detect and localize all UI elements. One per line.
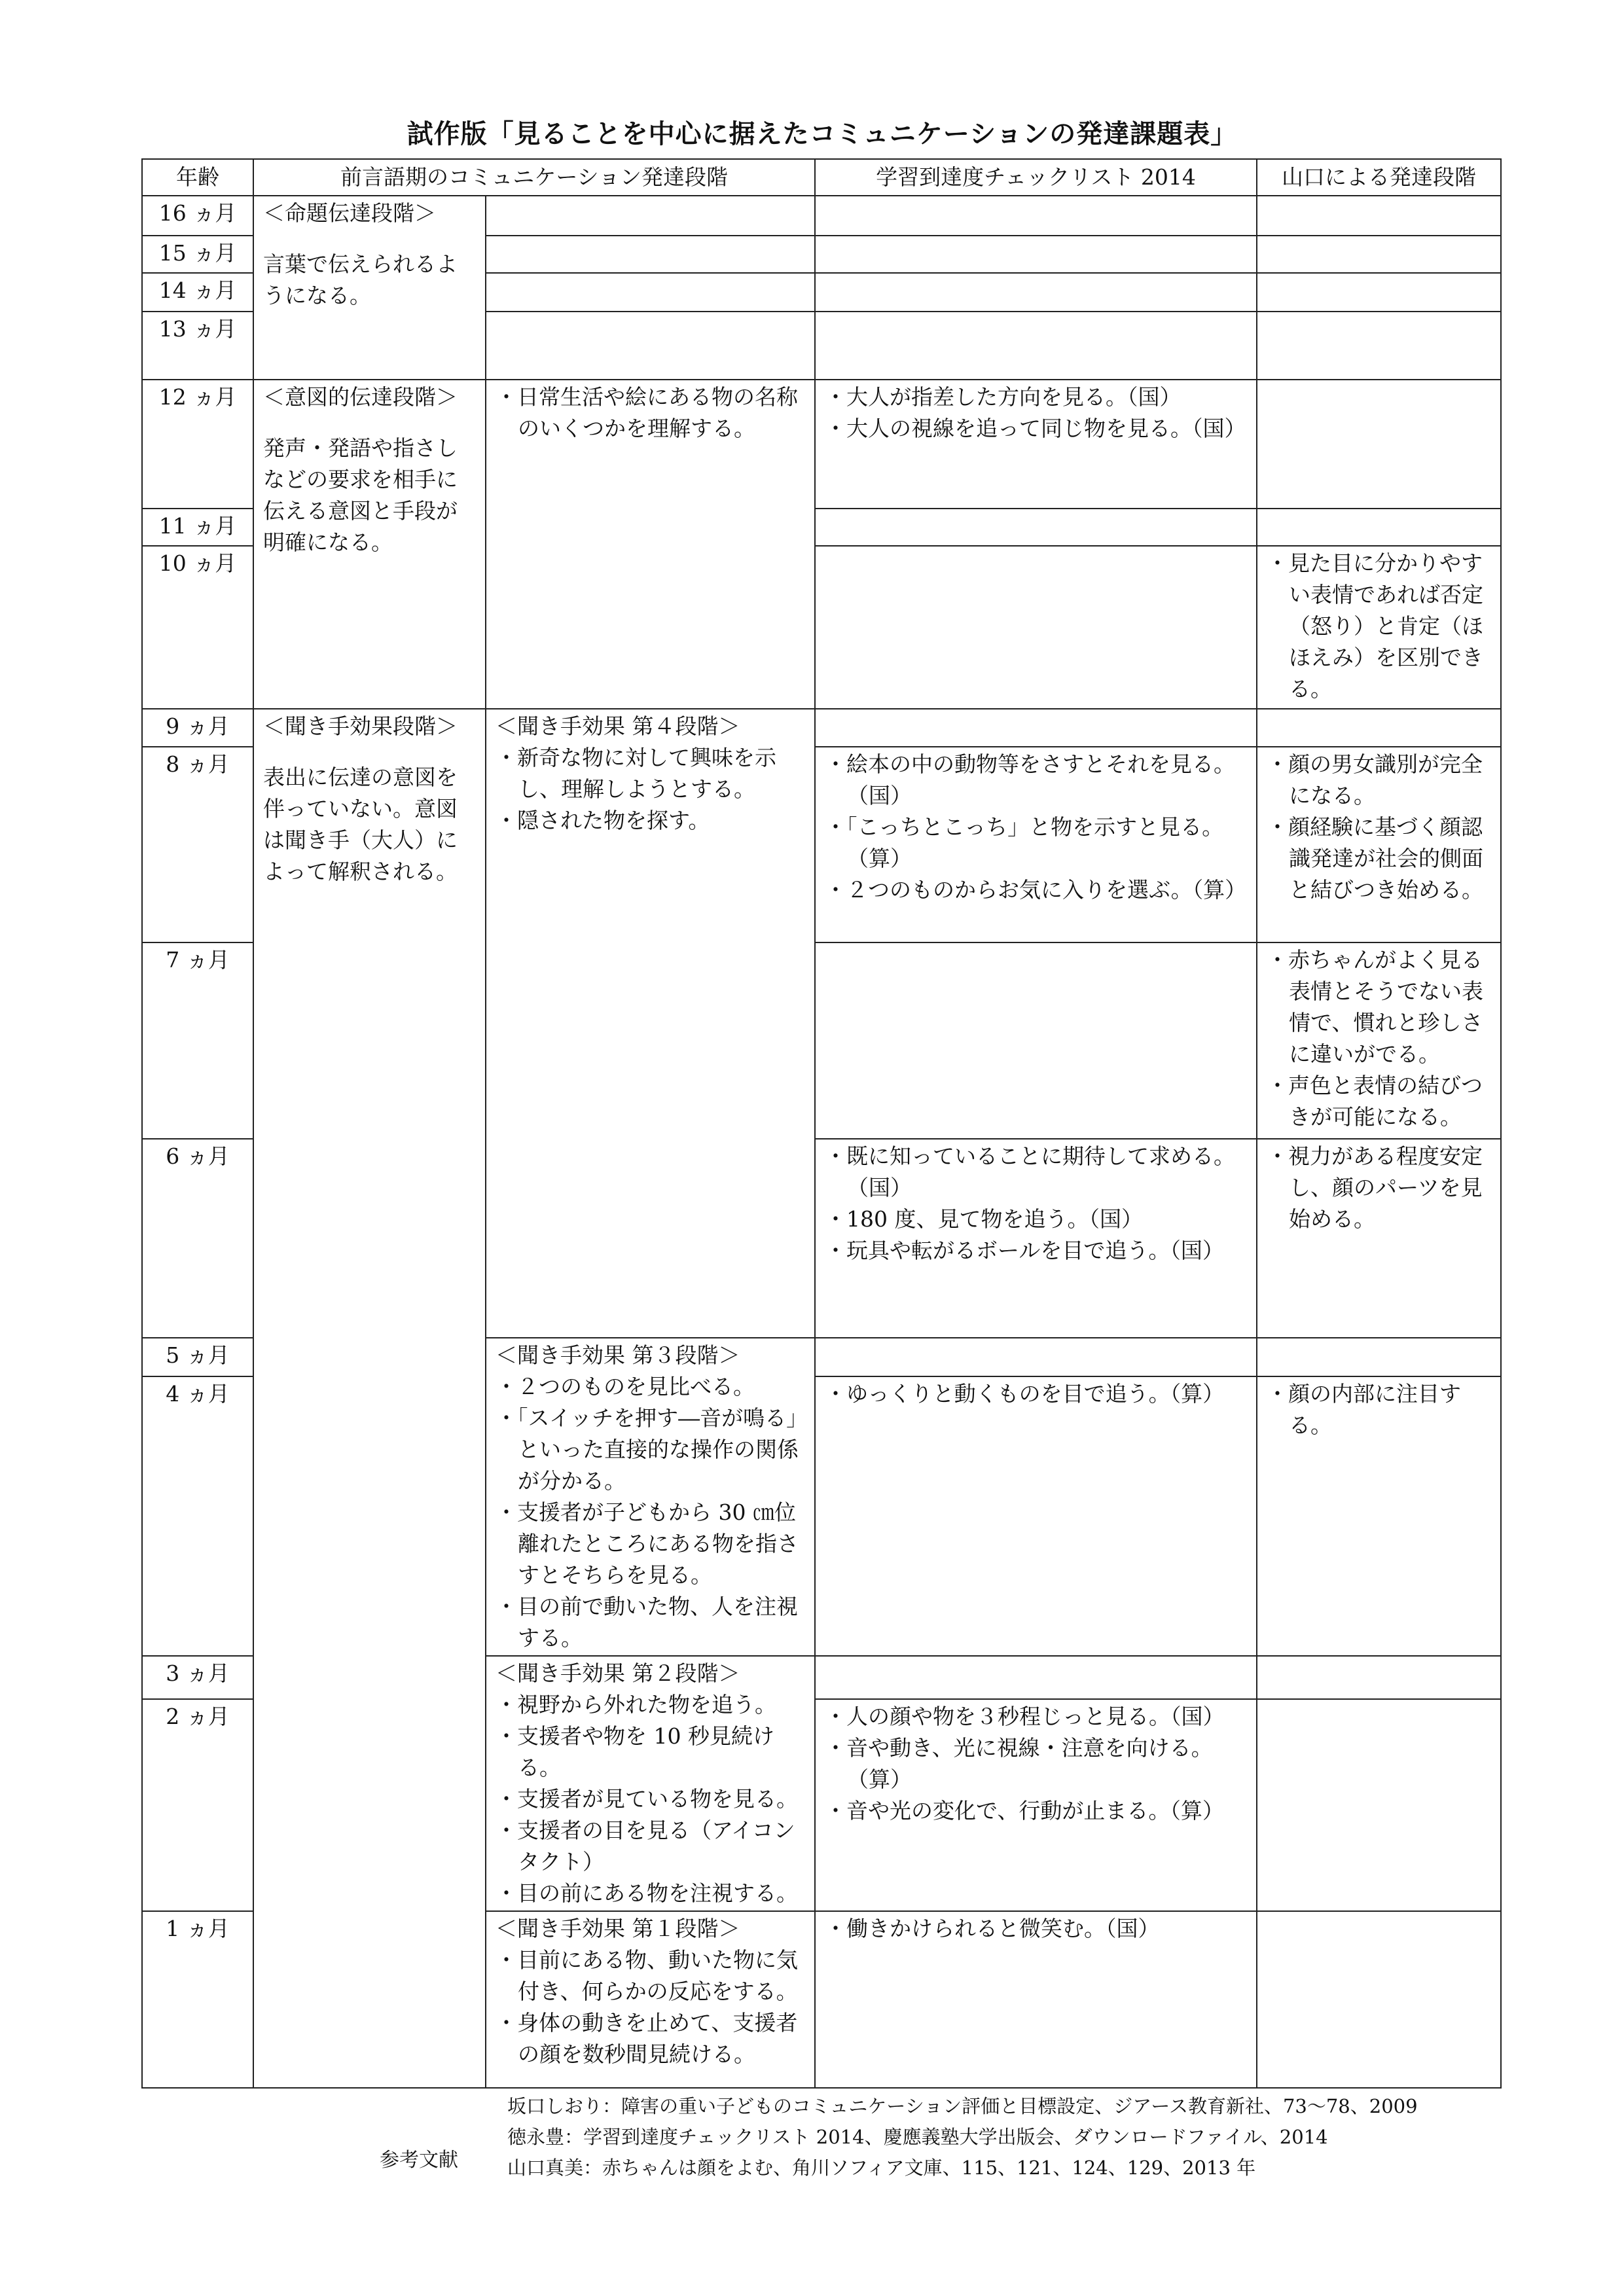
stage-body: 発声・発語や指さしなどの要求を相手に伝える意図と手段が明確になる。 bbox=[263, 435, 458, 555]
header-row bbox=[142, 159, 1501, 196]
age-cell: 1 ヵ月 bbox=[142, 1911, 253, 2088]
stage-propositional-cell bbox=[253, 196, 486, 380]
age-cell: 2 ヵ月 bbox=[142, 1699, 253, 1911]
list-item: ・顔の内部に注目する。 bbox=[1267, 1380, 1461, 1438]
col3-8-cell bbox=[815, 747, 1257, 942]
page-title: 試作版「見ることを中心に据えたコミュニケーションの発達課題表」 bbox=[406, 119, 1238, 149]
col4-7-cell bbox=[1257, 942, 1501, 1139]
list-item: ・身体の動きを止めて、支援者の顔を数秒間見続ける。 bbox=[496, 2010, 798, 2067]
list-item: ・ゆっくりと動くものを目で追う。（算） bbox=[825, 1380, 1225, 1407]
empty-cell bbox=[1257, 273, 1501, 312]
empty-cell bbox=[1257, 1911, 1501, 2088]
col2-stage1-cell bbox=[486, 1911, 815, 2088]
list-item: ・「スイッチを押す―音が鳴る」といった直接的な操作の関係が分かる。 bbox=[496, 1405, 799, 1494]
list-item: ・音や光の変化で、行動が止まる。（算） bbox=[825, 1797, 1224, 1823]
stage-title: ＜聞き手効果 第３段階＞ bbox=[496, 1342, 740, 1368]
empty-cell bbox=[1257, 196, 1501, 236]
list-item: ・既に知っていることに期待して求める。（国） bbox=[825, 1143, 1235, 1200]
empty-cell bbox=[486, 273, 815, 312]
stage-title: ＜命題伝達段階＞ bbox=[263, 200, 436, 226]
stage-body: 言葉で伝えられるようになる。 bbox=[263, 251, 458, 308]
stage-body: 表出に伝達の意図を伴っていない。意図は聞き手（大人）によって解釈される。 bbox=[263, 764, 458, 884]
col3-12-cell bbox=[815, 380, 1257, 509]
stage-title: ＜意図的伝達段階＞ bbox=[263, 384, 458, 410]
empty-cell bbox=[815, 546, 1257, 709]
list-item: ・視野から外れた物を追う。 bbox=[496, 1692, 776, 1717]
age-cell: 8 ヵ月 bbox=[142, 747, 253, 942]
list-item: ・顔の男女識別が完全になる。 bbox=[1267, 751, 1483, 808]
col2-12-cell bbox=[486, 380, 815, 709]
development-table bbox=[141, 158, 1502, 2089]
table-row bbox=[142, 709, 1501, 747]
empty-cell bbox=[815, 1656, 1257, 1699]
age-cell: 13 ヵ月 bbox=[142, 312, 253, 380]
empty-cell bbox=[1257, 1656, 1501, 1699]
list-item: ・視力がある程度安定し、顔のパーツを見始める。 bbox=[1267, 1143, 1483, 1232]
empty-cell bbox=[1257, 509, 1501, 546]
empty-cell bbox=[815, 1338, 1257, 1376]
stage-title: ＜聞き手効果 第２段階＞ bbox=[496, 1660, 740, 1686]
stage-title: ＜聞き手効果 第４段階＞ bbox=[496, 713, 740, 739]
empty-cell bbox=[815, 236, 1257, 273]
list-item: ・顔経験に基づく顔認識発達が社会的側面と結びつき始める。 bbox=[1267, 814, 1483, 903]
age-cell: 10 ヵ月 bbox=[142, 546, 253, 709]
empty-cell bbox=[815, 709, 1257, 747]
list-item: ・人の顔や物を３秒程じっと見る。（国） bbox=[825, 1703, 1225, 1729]
empty-cell bbox=[815, 942, 1257, 1139]
list-item: ・２つのものを見比べる。 bbox=[496, 1374, 755, 1399]
table-row bbox=[142, 380, 1501, 509]
col3-1-cell bbox=[815, 1911, 1257, 2088]
list-item: ・大人の視線を追って同じ物を見る。（国） bbox=[825, 416, 1246, 441]
col3-6-cell bbox=[815, 1139, 1257, 1338]
stage-intentional-cell bbox=[253, 380, 486, 709]
references-list bbox=[507, 2091, 1418, 2183]
empty-cell bbox=[486, 196, 815, 236]
empty-cell bbox=[1257, 1338, 1501, 1376]
header-checklist: 学習到達度チェックリスト 2014 bbox=[815, 159, 1257, 196]
reference-item: 山口真美：赤ちゃんは顔をよむ、角川ソフィア文庫、115、121、124、129、2013 年 bbox=[507, 2157, 1256, 2179]
list-item: ・声色と表情の結びつきが可能になる。 bbox=[1267, 1073, 1483, 1130]
empty-cell bbox=[815, 509, 1257, 546]
list-item: ・支援者が子どもから 30 ㎝位離れたところにある物を指さすとそちらを見る。 bbox=[496, 1499, 799, 1588]
empty-cell bbox=[815, 312, 1257, 380]
age-cell: 12 ヵ月 bbox=[142, 380, 253, 509]
list-item: ・目の前で動いた物、人を注視する。 bbox=[496, 1594, 798, 1651]
stage-perlocutionary-cell bbox=[253, 709, 486, 2088]
list-item: ・隠された物を探す。 bbox=[496, 808, 710, 833]
age-cell: 11 ヵ月 bbox=[142, 509, 253, 546]
col3-2-cell bbox=[815, 1699, 1257, 1911]
stage-title: ＜聞き手効果 第１段階＞ bbox=[496, 1916, 740, 1941]
col4-10-cell bbox=[1257, 546, 1501, 709]
empty-cell bbox=[1257, 709, 1501, 747]
list-item: ・音や動き、光に視線・注意を向ける。（算） bbox=[825, 1734, 1213, 1792]
col2-stage3-cell bbox=[486, 1338, 815, 1656]
list-item: ・支援者が見ている物を見る。 bbox=[496, 1786, 798, 1812]
list-item: ・支援者の目を見る（アイコンタクト） bbox=[496, 1818, 795, 1874]
age-cell: 3 ヵ月 bbox=[142, 1656, 253, 1699]
reference-item: 坂口しおり：障害の重い子どものコミュニケーション評価と目標設定、ジアース教育新社、73～78、2009 bbox=[507, 2095, 1418, 2117]
empty-cell bbox=[1257, 312, 1501, 380]
list-item: ・働きかけられると微笑む。（国） bbox=[825, 1916, 1160, 1941]
empty-cell bbox=[486, 312, 815, 380]
empty-cell bbox=[486, 236, 815, 273]
list-item: ・「こっちとこっち」と物を示すと見る。（算） bbox=[825, 814, 1224, 871]
age-cell: 9 ヵ月 bbox=[142, 709, 253, 747]
reference-item: 徳永豊：学習到達度チェックリスト 2014、慶應義塾大学出版会、ダウンロードファイル、2014 bbox=[507, 2126, 1328, 2148]
list-item: ・玩具や転がるボールを目で追う。（国） bbox=[825, 1238, 1224, 1263]
list-item: ・日常生活や絵にある物の名称のいくつかを理解する。 bbox=[496, 384, 798, 441]
table-row bbox=[142, 196, 1501, 236]
age-cell: 15 ヵ月 bbox=[142, 236, 253, 273]
list-item: ・目前にある物、動いた物に気付き、何らかの反応をする。 bbox=[496, 1947, 798, 2004]
list-item: ・支援者や物を 10 秒見続ける。 bbox=[496, 1723, 774, 1780]
col3-4-cell bbox=[815, 1376, 1257, 1656]
age-cell: 5 ヵ月 bbox=[142, 1338, 253, 1376]
stage-title: ＜聞き手効果段階＞ bbox=[263, 713, 458, 739]
references-label: 参考文献 bbox=[380, 2149, 458, 2172]
list-item: ・180 度、見て物を追う。（国） bbox=[825, 1206, 1143, 1232]
col2-stage4-cell bbox=[486, 709, 815, 1338]
age-cell: 14 ヵ月 bbox=[142, 273, 253, 312]
empty-cell bbox=[815, 196, 1257, 236]
list-item: ・新奇な物に対して興味を示し、理解しようとする。 bbox=[496, 745, 776, 802]
list-item: ・２つのものからお気に入りを選ぶ。（算） bbox=[825, 877, 1247, 903]
age-cell: 6 ヵ月 bbox=[142, 1139, 253, 1338]
list-item: ・絵本の中の動物等をさすとそれを見る。（国） bbox=[825, 751, 1235, 808]
col4-6-cell bbox=[1257, 1139, 1501, 1338]
list-item: ・見た目に分かりやすい表情であれば否定（怒り）と肯定（ほほえみ）を区別できる。 bbox=[1267, 550, 1483, 702]
empty-cell bbox=[1257, 236, 1501, 273]
col2-stage2-cell bbox=[486, 1656, 815, 1911]
list-item: ・赤ちゃんがよく見る表情とそうでない表情で、慣れと珍しさに違いがでる。 bbox=[1267, 947, 1483, 1067]
age-cell: 4 ヵ月 bbox=[142, 1376, 253, 1656]
col4-8-cell bbox=[1257, 747, 1501, 942]
col4-4-cell bbox=[1257, 1376, 1501, 1656]
age-cell: 16 ヵ月 bbox=[142, 196, 253, 236]
header-prelinguistic: 前言語期のコミュニケーション発達段階 bbox=[253, 159, 815, 196]
empty-cell bbox=[815, 273, 1257, 312]
header-age: 年齢 bbox=[142, 159, 253, 196]
empty-cell bbox=[1257, 1699, 1501, 1911]
list-item: ・大人が指差した方向を見る。（国） bbox=[825, 384, 1182, 410]
empty-cell bbox=[1257, 380, 1501, 509]
list-item: ・目の前にある物を注視する。 bbox=[496, 1880, 798, 1906]
header-yamaguchi: 山口による発達段階 bbox=[1257, 159, 1501, 196]
age-cell: 7 ヵ月 bbox=[142, 942, 253, 1139]
